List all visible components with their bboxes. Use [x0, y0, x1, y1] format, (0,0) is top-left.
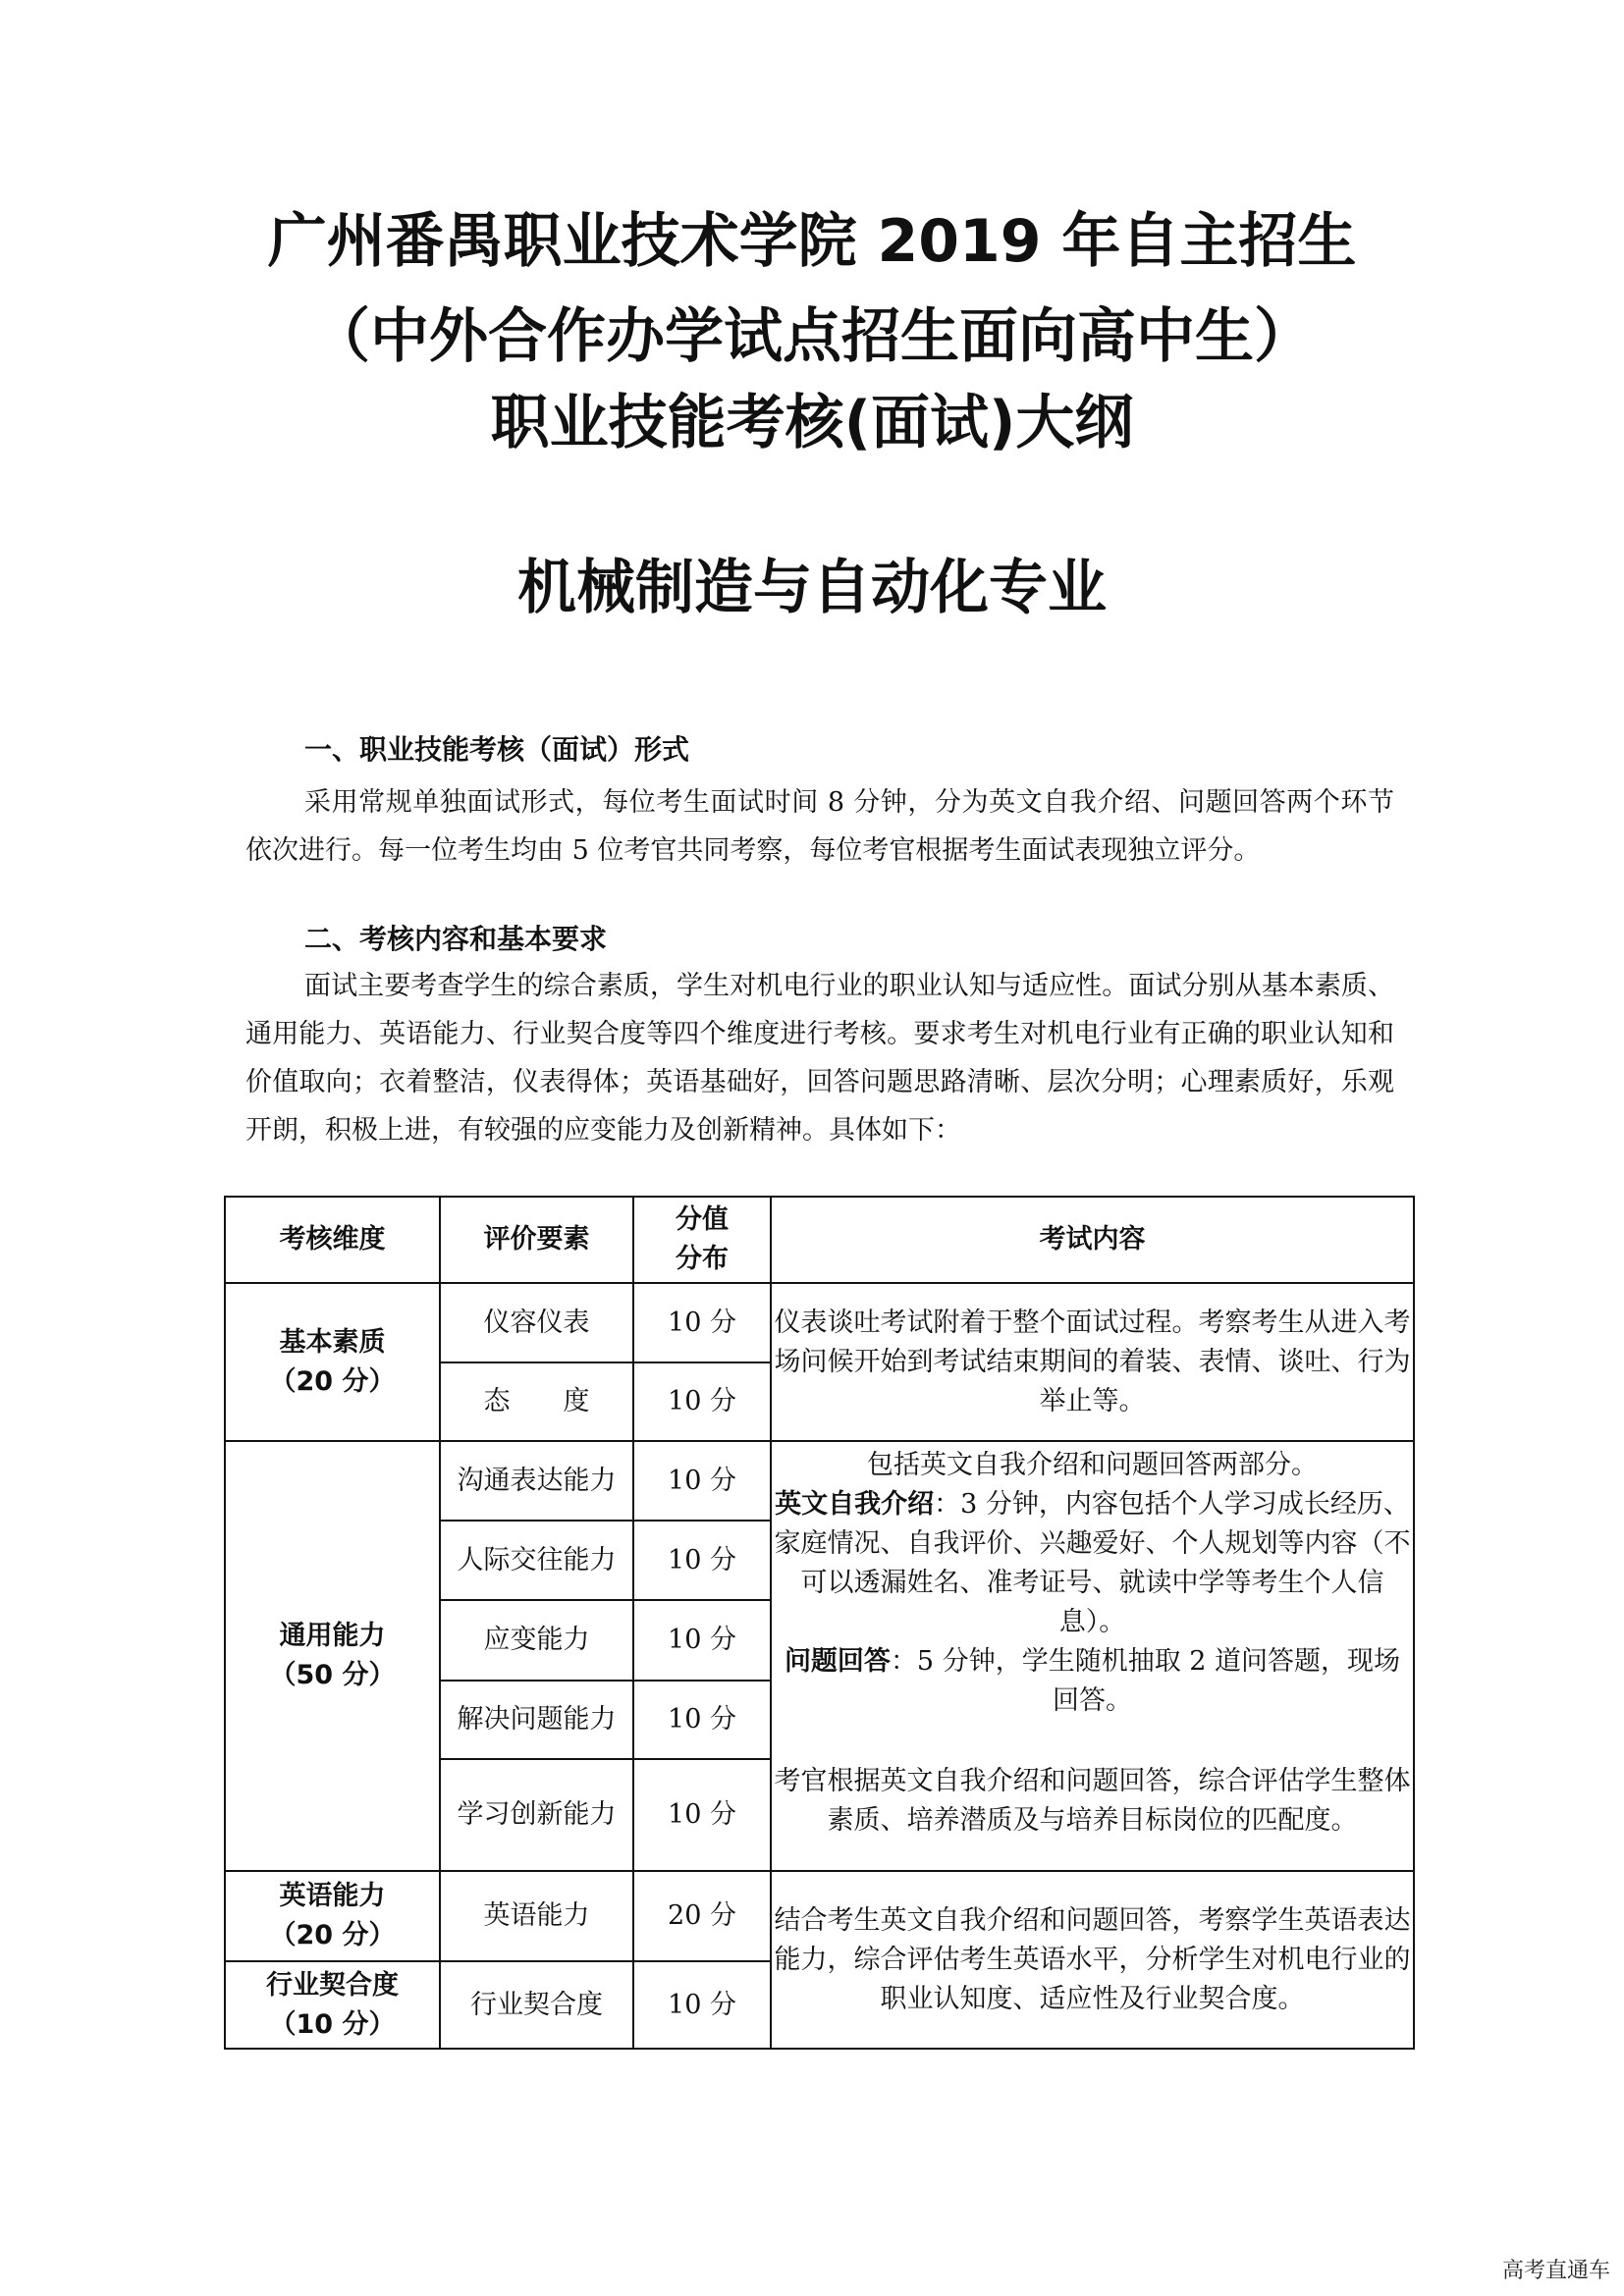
- score-cell: 10 分: [633, 1600, 771, 1681]
- section1-paragraph: 采用常规单独面试形式，每位考生面试时间 8 分钟，分为英文自我介绍、问题回答两个环节依次进行。每一位考生均由 5 位考官共同考察，每位考官根据考生面试表现独立评分。: [245, 787, 1394, 866]
- content-spacer: [772, 1721, 1413, 1762]
- element-cell: 仪容仪表: [440, 1283, 633, 1362]
- score-cell: 20 分: [633, 1871, 771, 1961]
- content-general-self-intro: [772, 1485, 1413, 1642]
- header-score-text: 分值分布: [676, 1204, 729, 1274]
- score-cell: 10 分: [633, 1441, 771, 1521]
- qa-label: 问题回答: [784, 1646, 891, 1677]
- element-cell: 沟通表达能力: [440, 1441, 633, 1521]
- dimension-general: [225, 1441, 440, 1871]
- table-row: [225, 1871, 1414, 1961]
- self-intro-text: ：3 分钟，内容包括个人学习成长经历、家庭情况、自我评价、兴趣爱好、个人规划等内容（不可以透漏姓名、准考证号、就读中学等考生个人信息）。: [774, 1489, 1411, 1637]
- header-dimension: 考核维度: [225, 1197, 440, 1283]
- watermark-label: 高考直通车: [1501, 2259, 1610, 2283]
- element-cell: 应变能力: [440, 1600, 633, 1681]
- content-general: [771, 1441, 1414, 1871]
- document-title-line1: 广州番禺职业技术学院 2019 年自主招生: [267, 207, 1357, 276]
- section2-heading: 二、考核内容和基本要求: [304, 923, 608, 955]
- dimension-english-score: （20 分）: [269, 1920, 396, 1950]
- dimension-basic: [225, 1283, 440, 1441]
- self-intro-label: 英文自我介绍: [775, 1489, 935, 1520]
- element-cell: 学习创新能力: [440, 1759, 633, 1871]
- score-cell: 10 分: [633, 1362, 771, 1441]
- dimension-industry: [225, 1961, 440, 2049]
- content-general-summary: 考官根据英文自我介绍和问题回答，综合评估学生整体素质、培养潜质及与培养目标岗位的匹配度。: [774, 1766, 1411, 1836]
- assessment-table: [224, 1196, 1415, 2050]
- score-cell: 10 分: [633, 1521, 771, 1600]
- document-title-line2: （中外合作办学试点招生面向高中生）: [311, 302, 1313, 371]
- score-cell: 10 分: [633, 1759, 771, 1871]
- content-basic: 仪表谈吐考试附着于整个面试过程。考察考生从进入考场问候开始到考试结束期间的着装、表情、谈吐、行为举止等。: [771, 1283, 1414, 1441]
- table-header-row: [225, 1197, 1414, 1283]
- content-general-qa: [772, 1642, 1413, 1721]
- qa-text: ：5 分钟，学生随机抽取 2 道问答题，现场回答。: [890, 1646, 1401, 1716]
- dimension-general-name: 通用能力: [279, 1621, 386, 1651]
- major-title: 机械制造与自动化专业: [517, 554, 1107, 622]
- element-cell: 解决问题能力: [440, 1681, 633, 1759]
- dimension-general-score: （50 分）: [269, 1660, 396, 1690]
- header-score: [633, 1197, 771, 1283]
- content-english: 结合考生英文自我介绍和问题回答，考察学生英语表达能力，综合评估考生英语水平，分析学生对机电行业的职业认知度、适应性及行业契合度。: [771, 1871, 1414, 2049]
- dimension-english: [225, 1871, 440, 1961]
- score-cell: 10 分: [633, 1283, 771, 1362]
- dimension-basic-score: （20 分）: [269, 1365, 396, 1397]
- element-cell: 态 度: [440, 1362, 633, 1441]
- dimension-english-name: 英语能力: [279, 1881, 386, 1911]
- header-content: 考试内容: [771, 1197, 1414, 1283]
- section2-paragraph: 面试主要考查学生的综合素质，学生对机电行业的职业认知与适应性。面试分别从基本素质、通用能力、英语能力、行业契合度等四个维度进行考核。要求考生对机电行业有正确的职业认知和价值取向；衣着整洁，仪表得体；英语基础好，回答问题思路清晰、层次分明；心理素质好，乐观开朗，积极上进，有较强的应变能力及创新精神。具体如下：: [245, 971, 1394, 1146]
- score-cell: 10 分: [633, 1681, 771, 1759]
- score-cell: 10 分: [633, 1961, 771, 2049]
- section1-heading: 一、职业技能考核（面试）形式: [304, 733, 690, 766]
- dimension-industry-score: （10 分）: [269, 2008, 396, 2040]
- element-cell: 英语能力: [440, 1871, 633, 1961]
- content-general-intro: 包括英文自我介绍和问题回答两部分。: [867, 1450, 1318, 1480]
- dimension-industry-name: 行业契合度: [266, 1969, 399, 2001]
- table-row: [225, 1283, 1414, 1362]
- document-title-line3: 职业技能考核(面试)大纲: [490, 389, 1134, 457]
- table-row: [225, 1441, 1414, 1521]
- element-cell: 人际交往能力: [440, 1521, 633, 1600]
- dimension-basic-name: 基本素质: [279, 1326, 386, 1358]
- header-element: 评价要素: [440, 1197, 633, 1283]
- element-cell: 行业契合度: [440, 1961, 633, 2049]
